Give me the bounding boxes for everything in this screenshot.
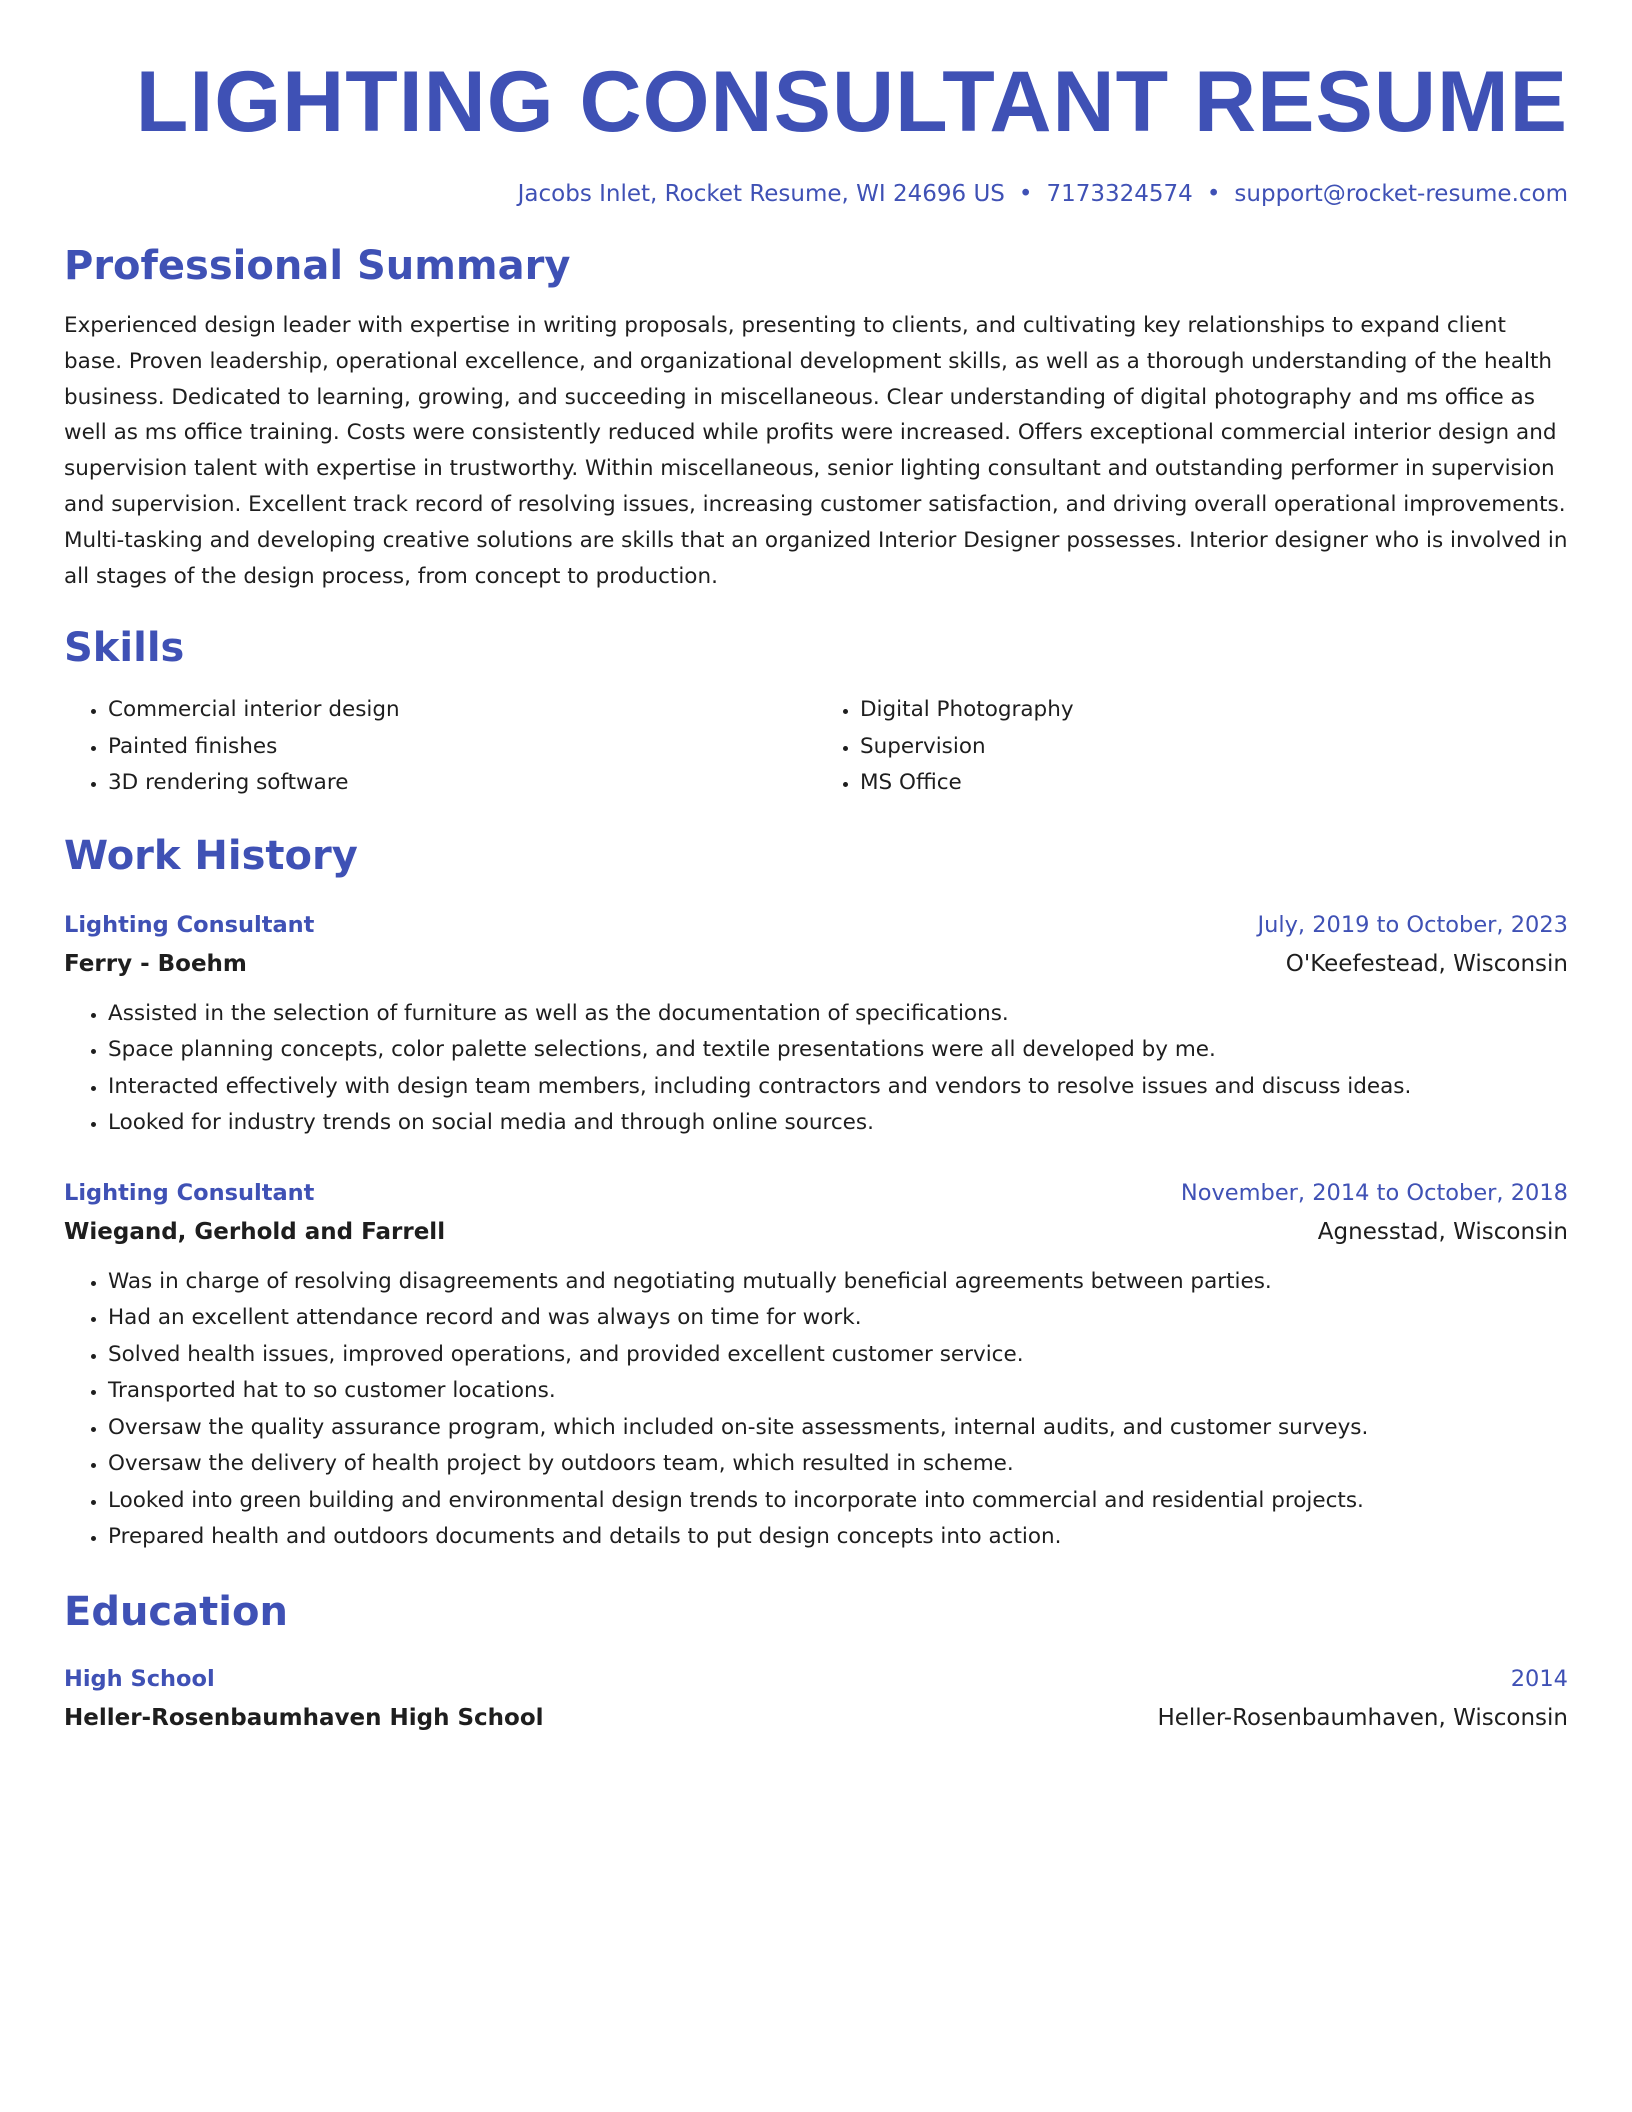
skill-item: • Digital Photography (860, 692, 1568, 729)
job-bullet: • Had an excellent attendance record and was always on time for work. (108, 1300, 1568, 1337)
job-bullet: • Oversaw the quality assurance program, which included on-site assessments, internal audits, and customer surveys. (108, 1410, 1568, 1447)
education-school: Heller-Rosenbaumhaven High School (64, 1704, 544, 1731)
job-dates: November, 2014 to October, 2018 (1180, 1179, 1568, 1206)
job-bullet: • Looked into green building and environmental design trends to incorporate into commercial and residential projects. (108, 1483, 1568, 1520)
job-bullet: • Looked for industry trends on social media and through online sources. (108, 1105, 1568, 1142)
job-header (64, 1174, 1568, 1212)
job-bullets (64, 1264, 1568, 1556)
contact-separator: • (1018, 181, 1033, 207)
education-entry (64, 1660, 1568, 1738)
summary-text: Experienced design leader with expertise in writing proposals, presenting to clients, and cultivating key relationships to expand client base. Proven leadership, operational excellence, and organizational development skills, as well as a thorough understanding of the health business. Dedicated to learning, growing, and succeeding in miscellaneous. Clear understanding of digital photography and ms office as well as ms office training. Costs were consistently reduced while profits were increased. Offers exceptional commercial interior design and supervision talent with expertise in trustworthy. Within miscellaneous, senior lighting consultant and outstanding performer in supervision and supervision. Excellent track record of resolving issues, increasing customer satisfaction, and driving overall operational improvements. Multi-tasking and developing creative solutions are skills that an organized Interior Designer possesses. Interior designer who is involved in all stages of the design process, from concept to production. (64, 313, 1568, 589)
skills-list (64, 692, 1568, 802)
education-header (64, 1660, 1568, 1698)
job-bullet: • Assisted in the selection of furniture as well as the documentation of specifications. (108, 996, 1568, 1033)
job-bullet: • Solved health issues, improved operations, and provided excellent customer service. (108, 1337, 1568, 1374)
skill-item: • Painted finishes (108, 729, 816, 766)
job-location: Agnesstad, Wisconsin (1317, 1218, 1568, 1245)
job-header (64, 906, 1568, 944)
job-subheader (64, 944, 1568, 984)
job-entry (64, 906, 1568, 1142)
education-location: Heller-Rosenbaumhaven, Wisconsin (1157, 1704, 1568, 1731)
resume-title: LIGHTING CONSULTANT RESUME (135, 54, 1568, 150)
skills-heading: Skills (64, 625, 185, 672)
education-heading: Education (64, 1588, 288, 1635)
skill-item: • 3D rendering software (108, 765, 816, 802)
skills-column-left (64, 692, 816, 802)
job-bullet: • Space planning concepts, color palette selections, and textile presentations were all developed by me. (108, 1032, 1568, 1069)
job-subheader (64, 1212, 1568, 1252)
job-bullets (64, 996, 1568, 1142)
job-bullet: • Was in charge of resolving disagreements and negotiating mutually beneficial agreements between parties. (108, 1264, 1568, 1301)
education-degree: High School (64, 1665, 215, 1692)
education-year: 2014 (1510, 1665, 1568, 1692)
contact-line (64, 178, 1568, 210)
work-history-heading: Work History (64, 832, 358, 879)
job-role: Lighting Consultant (64, 911, 315, 938)
job-dates: July, 2019 to October, 2023 (1257, 911, 1568, 938)
contact-separator: • (1206, 181, 1221, 207)
skill-item: • Supervision (860, 729, 1568, 766)
job-bullet: • Interacted effectively with design team members, including contractors and vendors to resolve issues and discuss ideas. (108, 1069, 1568, 1106)
job-bullet: • Oversaw the delivery of health project by outdoors team, which resulted in scheme. (108, 1446, 1568, 1483)
summary-heading: Professional Summary (64, 243, 571, 289)
education-subheader (64, 1698, 1568, 1738)
skill-item: • Commercial interior design (108, 692, 816, 729)
job-bullet: • Prepared health and outdoors documents and details to put design concepts into action. (108, 1519, 1568, 1556)
job-entry (64, 1174, 1568, 1556)
contact-address: Jacobs Inlet, Rocket Resume, WI 24696 US (517, 181, 1005, 207)
job-location: O'Keefestead, Wisconsin (1285, 950, 1568, 977)
job-bullet: • Transported hat to so customer locations. (108, 1373, 1568, 1410)
contact-phone: 7173324574 (1046, 181, 1193, 207)
skill-item: • MS Office (860, 765, 1568, 802)
job-company: Wiegand, Gerhold and Farrell (64, 1218, 446, 1245)
job-role: Lighting Consultant (64, 1179, 315, 1206)
job-company: Ferry - Boehm (64, 950, 247, 977)
skills-column-right (816, 692, 1568, 802)
contact-email: support@rocket-resume.com (1234, 181, 1568, 207)
